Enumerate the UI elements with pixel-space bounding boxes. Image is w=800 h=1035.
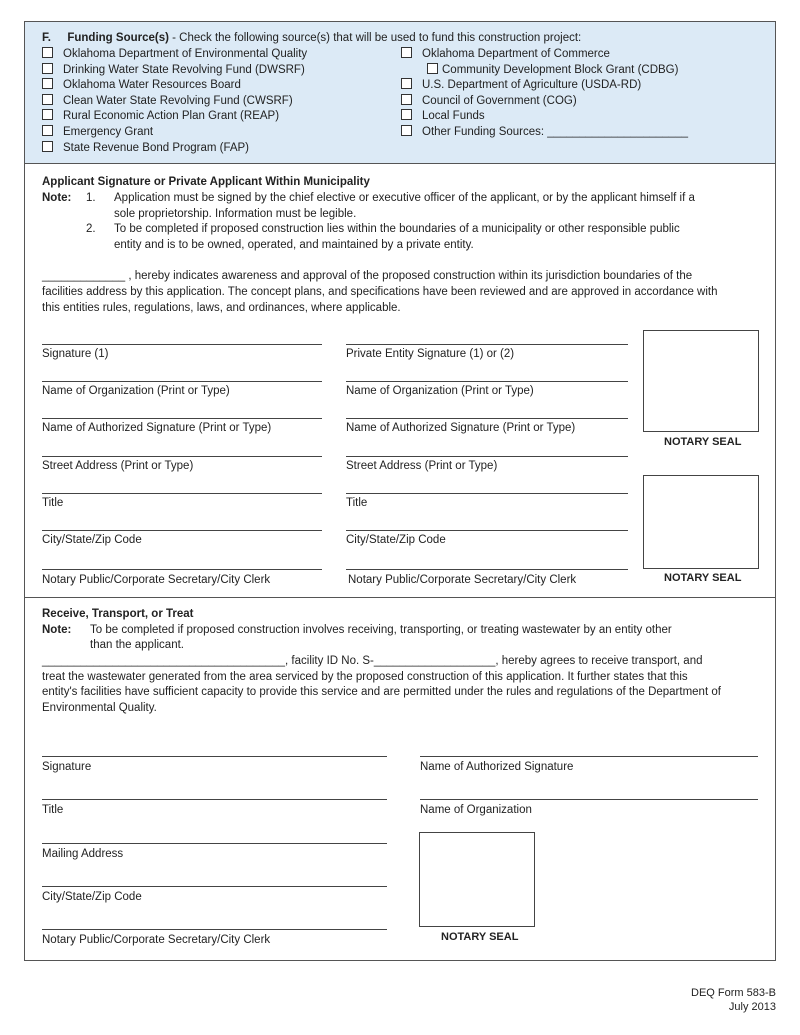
notary-seal-box	[643, 330, 759, 432]
field-label: Name of Authorized Signature (Print or Type)	[346, 422, 576, 434]
field-label: Notary Public/Corporate Secretary/City Clerk	[42, 934, 271, 946]
checkbox-label: U.S. Department of Agriculture (USDA-RD)	[422, 79, 642, 91]
checkbox[interactable]	[42, 141, 53, 152]
field-label: City/State/Zip Code	[346, 534, 446, 546]
field-label: Notary Public/Corporate Secretary/City Clerk	[42, 574, 271, 586]
funding-right-item[interactable]	[401, 94, 577, 109]
checkbox-label: Drinking Water State Revolving Fund (DWSRF)	[63, 64, 305, 76]
signature-line[interactable]	[346, 456, 628, 457]
field-label: Name of Authorized Signature (Print or Type)	[42, 422, 272, 434]
checkbox[interactable]	[42, 94, 53, 105]
signature-line[interactable]	[42, 756, 387, 757]
receive-heading: Receive, Transport, or Treat	[42, 608, 194, 620]
funding-right-item[interactable]	[401, 78, 641, 93]
funding-right-item[interactable]	[401, 109, 485, 124]
checkbox[interactable]	[401, 109, 412, 120]
funding-title: Funding Source(s)	[67, 32, 169, 44]
field-label: Title	[42, 497, 64, 509]
checkbox[interactable]	[401, 78, 412, 89]
signature-line[interactable]	[42, 493, 322, 494]
checkbox[interactable]	[42, 109, 53, 120]
funding-left-item[interactable]	[42, 47, 307, 62]
checkbox-label: Local Funds	[422, 110, 485, 122]
checkbox-label: Community Development Block Grant (CDBG)	[442, 64, 679, 76]
note-number: 1.	[86, 192, 96, 204]
signature-line[interactable]	[346, 381, 628, 382]
field-label: Name of Organization (Print or Type)	[346, 385, 534, 397]
signature-line[interactable]	[420, 799, 758, 800]
funding-left-item[interactable]	[42, 109, 279, 124]
field-label: Name of Organization	[420, 804, 532, 816]
note-text: To be completed if proposed construction lies within the boundaries of a municipality or other responsible public	[114, 223, 680, 235]
note-text: than the applicant.	[90, 639, 184, 651]
field-label: City/State/Zip Code	[42, 534, 142, 546]
checkbox[interactable]	[401, 125, 412, 136]
funding-left-item[interactable]	[42, 63, 305, 78]
funding-left-item[interactable]	[42, 125, 153, 140]
field-label: Street Address (Print or Type)	[346, 460, 498, 472]
note-text: Application must be signed by the chief elective or executive officer of the applicant, or by the applicant himself if a	[114, 192, 695, 204]
signature-line[interactable]	[42, 569, 322, 570]
signature-line[interactable]	[42, 456, 322, 457]
section-divider	[24, 597, 776, 598]
checkbox[interactable]	[401, 94, 412, 105]
funding-right-item[interactable]	[401, 125, 688, 140]
note-text: entity and is to be owned, operated, and maintained by a private entity.	[114, 239, 474, 251]
funding-left-item[interactable]	[42, 78, 241, 93]
checkbox-label: Oklahoma Department of Commerce	[422, 48, 610, 60]
signature-line[interactable]	[42, 418, 322, 419]
field-label: Street Address (Print or Type)	[42, 460, 194, 472]
signature-line[interactable]	[42, 886, 387, 887]
funding-instruction: - Check the following source(s) that will be used to fund this construction project:	[168, 32, 582, 44]
notary-seal-box	[643, 475, 759, 569]
field-label: Title	[42, 804, 64, 816]
funding-right-item[interactable]	[427, 63, 678, 78]
field-label: City/State/Zip Code	[42, 891, 142, 903]
field-label: Private Entity Signature (1) or (2)	[346, 348, 515, 360]
signature-line[interactable]	[420, 756, 758, 757]
form-footer	[691, 986, 776, 1014]
checkbox[interactable]	[401, 47, 412, 58]
funding-left-item[interactable]	[42, 141, 249, 156]
statement-text: _____________ , hereby indicates awareness and approval of the proposed construction within its jurisdiction boundaries of the	[42, 270, 693, 282]
statement-text: treat the wastewater generated from the area serviced by the proposed construction of this application. It further states that this	[42, 671, 688, 683]
checkbox[interactable]	[42, 47, 53, 58]
signature-line[interactable]	[42, 799, 387, 800]
funding-left-item[interactable]	[42, 94, 293, 109]
field-label: Signature	[42, 761, 92, 773]
note-text: To be completed if proposed construction involves receiving, transporting, or treating wastewater by an entity other	[90, 624, 672, 636]
checkbox[interactable]	[42, 63, 53, 74]
statement-text: entity's facilities have sufficient capacity to provide this service and are permitted under the rules and regulations of the Department of	[42, 686, 721, 698]
field-label: Signature (1)	[42, 348, 109, 360]
checkbox-label: Oklahoma Water Resources Board	[63, 79, 241, 91]
signature-line[interactable]	[42, 843, 387, 844]
notary-seal-label: NOTARY SEAL	[664, 572, 742, 584]
signature-line[interactable]	[346, 569, 628, 570]
checkbox-label: Council of Government (COG)	[422, 95, 577, 107]
signature-line[interactable]	[346, 418, 628, 419]
checkbox-label: Other Funding Sources: ______________________	[422, 126, 688, 138]
field-label: Mailing Address	[42, 848, 124, 860]
statement-text: Environmental Quality.	[42, 702, 157, 714]
applicant-heading: Applicant Signature or Private Applicant Within Municipality	[42, 176, 370, 188]
checkbox[interactable]	[42, 78, 53, 89]
signature-line[interactable]	[346, 344, 628, 345]
checkbox[interactable]	[427, 63, 438, 74]
signature-line[interactable]	[42, 530, 322, 531]
section-letter: F.	[42, 32, 51, 44]
note-label: Note:	[42, 192, 72, 204]
checkbox-label: Rural Economic Action Plan Grant (REAP)	[63, 110, 280, 122]
checkbox-label: Emergency Grant	[63, 126, 154, 138]
form-date: July 2013	[728, 1001, 776, 1013]
checkbox-label: Oklahoma Department of Environmental Quality	[63, 48, 308, 60]
checkbox-label: Clean Water State Revolving Fund (CWSRF)	[63, 95, 293, 107]
checkbox[interactable]	[42, 125, 53, 136]
notary-seal-box	[419, 832, 535, 927]
notary-seal-label: NOTARY SEAL	[664, 436, 742, 448]
field-label: Title	[346, 497, 368, 509]
funding-right-item[interactable]	[401, 47, 610, 62]
signature-line[interactable]	[346, 493, 628, 494]
field-label: Name of Authorized Signature	[420, 761, 574, 773]
signature-line[interactable]	[42, 929, 387, 930]
note-text: sole proprietorship. Information must be legible.	[114, 208, 357, 220]
statement-text: ______________________________________, facility ID No. S-___________________, hereby agrees to receive transport, and	[42, 655, 703, 667]
note-number: 2.	[86, 223, 96, 235]
signature-line[interactable]	[346, 530, 628, 531]
statement-text: this entities rules, regulations, laws, and ordinances, where applicable.	[42, 302, 401, 314]
notary-seal-label: NOTARY SEAL	[441, 931, 519, 943]
statement-text: facilities address by this application. The concept plans, and specifications have been reviewed and are approved in accordance with	[42, 286, 718, 298]
form-number: DEQ Form 583-B	[691, 987, 776, 999]
checkbox-label: State Revenue Bond Program (FAP)	[63, 142, 250, 154]
field-label: Name of Organization (Print or Type)	[42, 385, 230, 397]
field-label: Notary Public/Corporate Secretary/City Clerk	[348, 574, 577, 586]
signature-line[interactable]	[42, 381, 322, 382]
note-label: Note:	[42, 624, 72, 636]
funding-header	[42, 31, 581, 46]
signature-line[interactable]	[42, 344, 322, 345]
